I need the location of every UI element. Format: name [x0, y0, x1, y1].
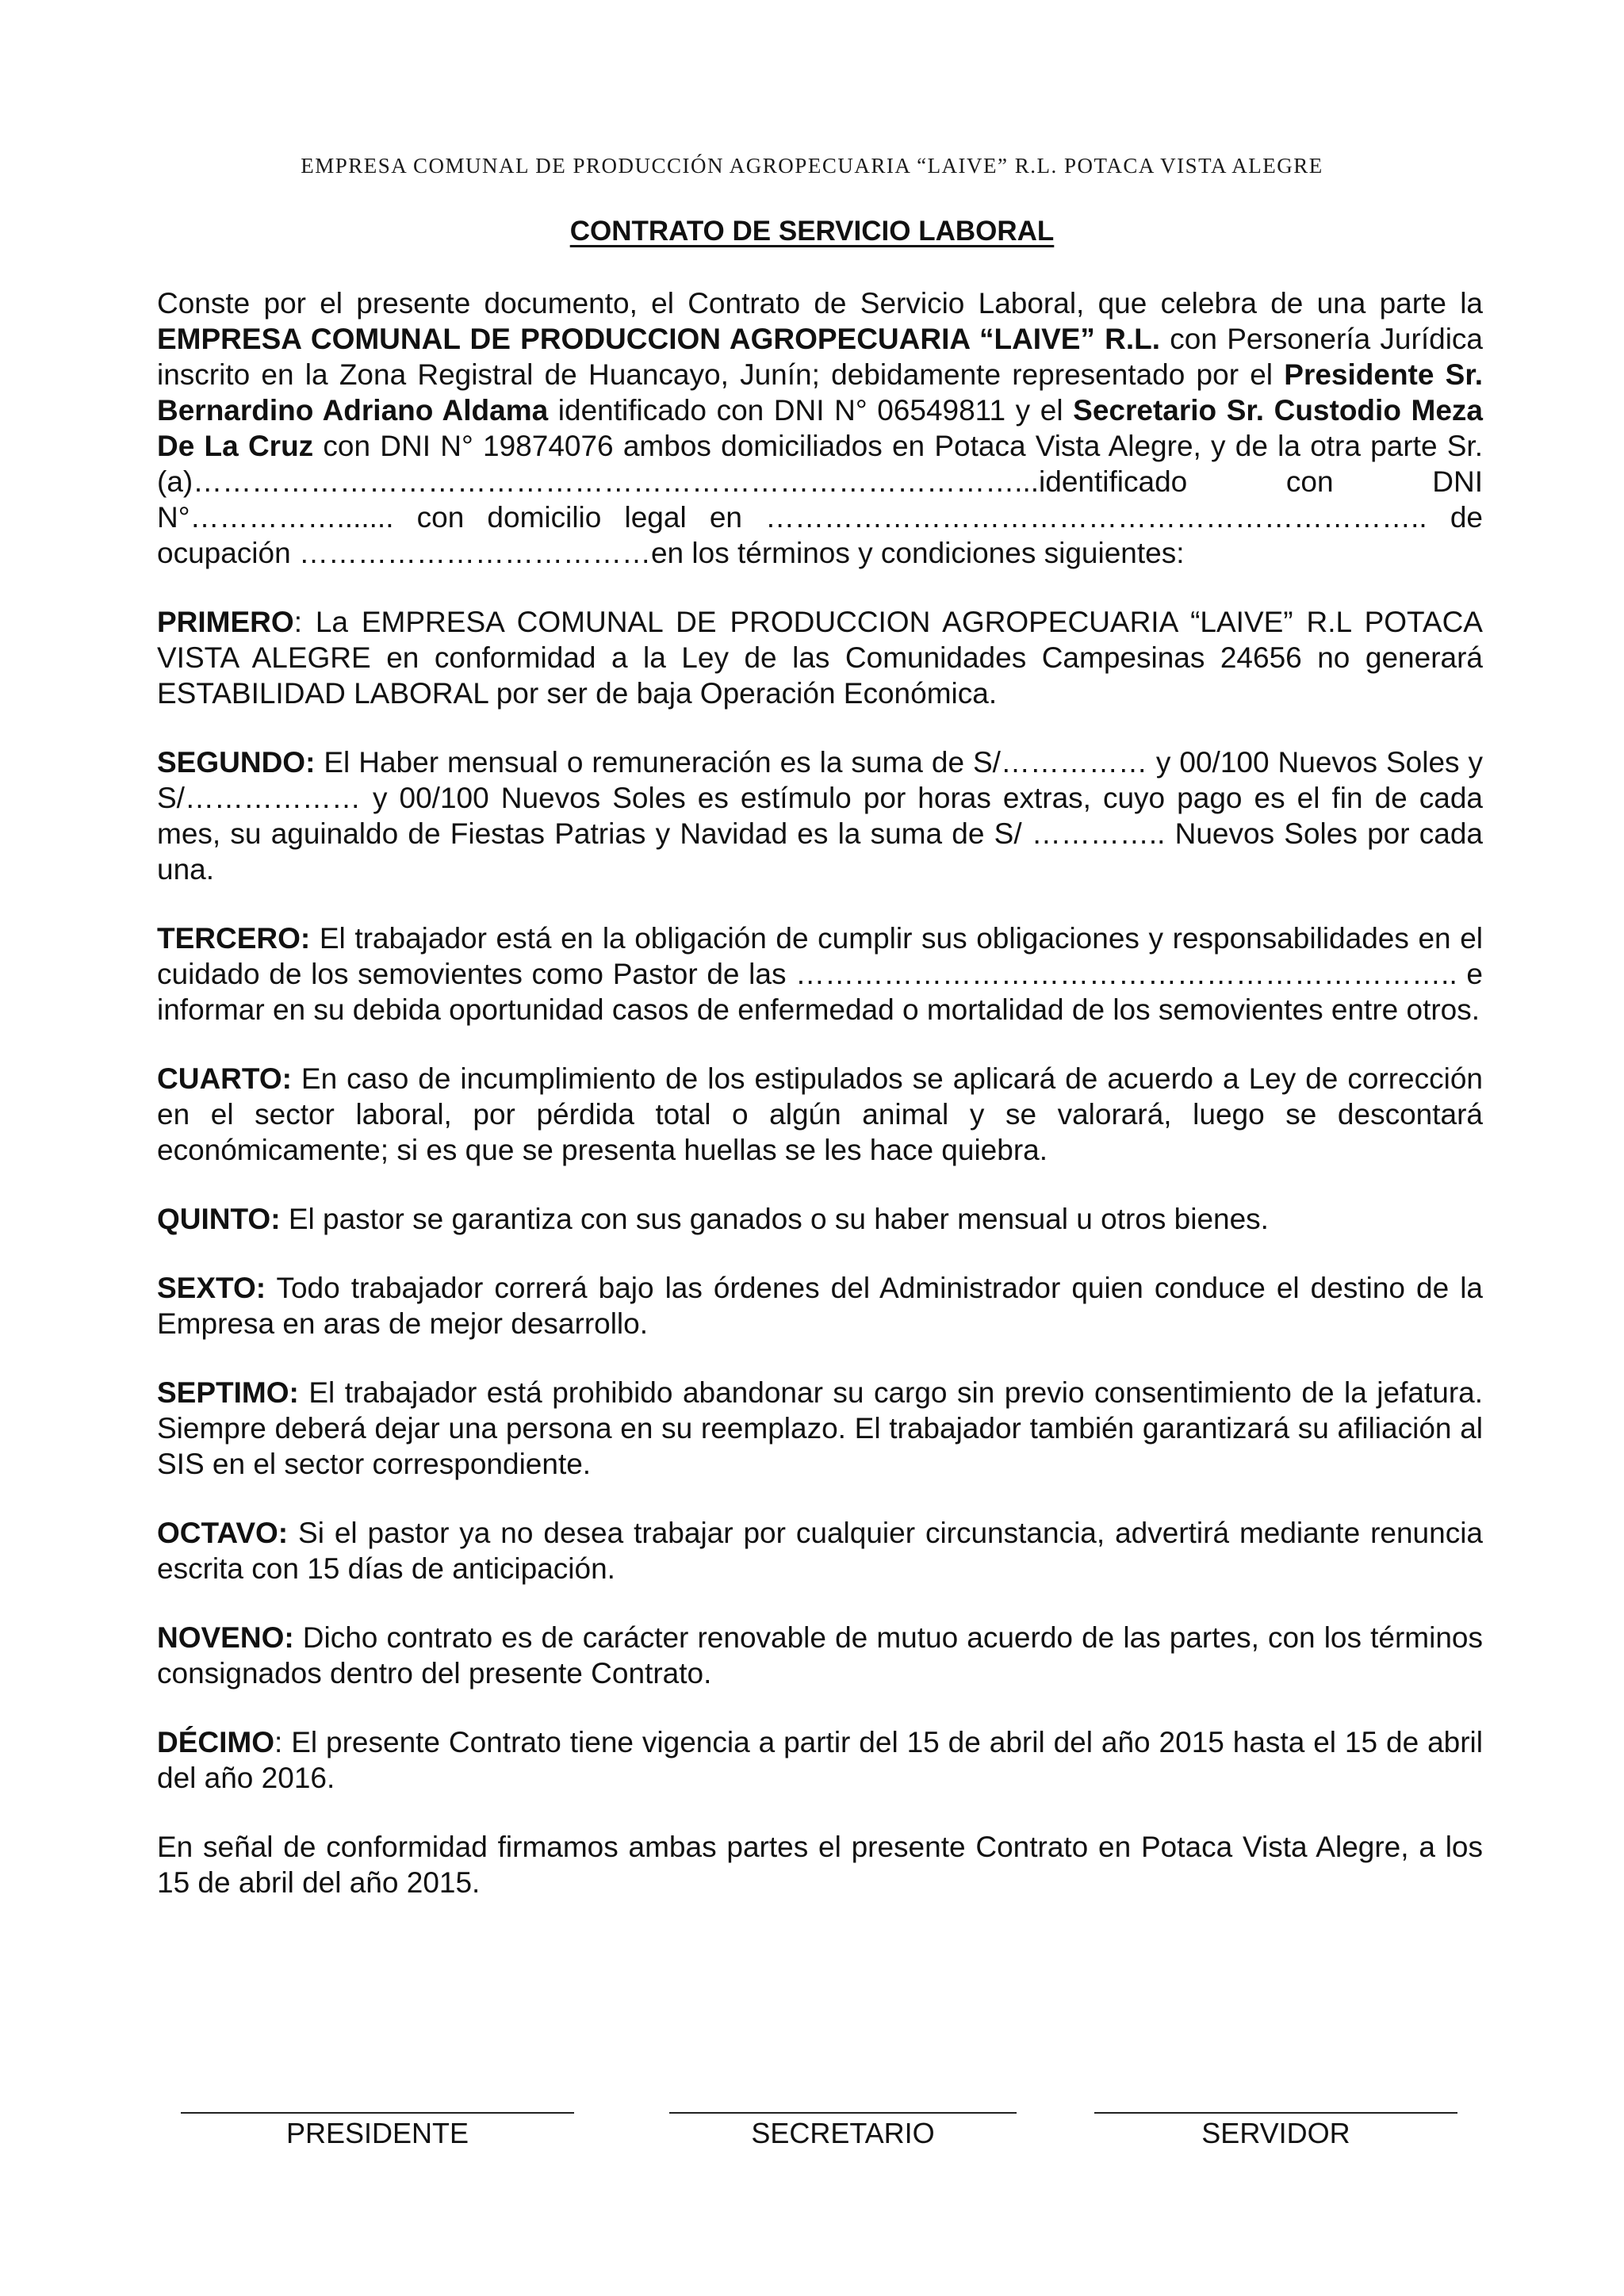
- clause-decimo: [157, 1724, 1483, 1796]
- signature-line-servidor: [1094, 2112, 1457, 2114]
- clause-label: CUARTO:: [157, 1062, 292, 1095]
- clause-text: El Haber mensual o remuneración es la suma de S/…………… y 00/100 Nuevos Soles y S/……………… y 00/100 Nuevos Soles es estímulo por horas extras, cuyo pago es el fin de cada mes, su aguinaldo de Fiestas Patrias y Navidad es la suma de S/ ………….. Nuevos Soles por cada una.: [157, 746, 1483, 886]
- intro-paragraph: [157, 285, 1483, 571]
- intro-text-4: con DNI N° 19874076 ambos domiciliados en Potaca Vista Alegre, y de la otra parte Sr.(a)…………………………………………………………………………...identificado con DNI N°……………....... con domicilio legal en ………………………………………………………….. de ocupación ………………………………en los términos y condiciones siguientes:: [157, 430, 1483, 569]
- clause-text: Dicho contrato es de carácter renovable de mutuo acuerdo de las partes, con los términos consignados dentro del presente Contrato.: [157, 1621, 1483, 1689]
- clause-label: TERCERO:: [157, 922, 311, 955]
- clause-cuarto: [157, 1061, 1483, 1168]
- clause-text: El trabajador está en la obligación de cumplir sus obligaciones y responsabilidades en el cuidado de los semovientes como Pastor de las ………………………………………………………….. e informar en su debida oportunidad casos de enfermedad o mortalidad de los semovientes entre otros.: [157, 922, 1483, 1026]
- clause-noveno: [157, 1620, 1483, 1691]
- signature-label-servidor: SERVIDOR: [1201, 2117, 1350, 2149]
- closing-paragraph: En señal de conformidad firmamos ambas partes el presente Contrato en Potaca Vista Alegre, a los 15 de abril del año 2015.: [157, 1831, 1483, 1899]
- intro-text-3: identificado con DNI N° 06549811 y el: [548, 394, 1074, 427]
- clause-label: SEXTO:: [157, 1272, 266, 1304]
- clause-label: QUINTO:: [157, 1203, 281, 1235]
- clause-label: PRIMERO: [157, 606, 294, 638]
- clause-tercero: [157, 920, 1483, 1027]
- clause-text: En caso de incumplimiento de los estipulados se aplicará de acuerdo a Ley de corrección en el sector laboral, por pérdida total o algún animal y se valorará, luego se descontará económicamente; si es que se presenta huellas se les hace quiebra.: [157, 1062, 1483, 1166]
- clause-primero: [157, 604, 1483, 711]
- clause-label: SEPTIMO:: [157, 1376, 299, 1409]
- clause-segundo: [157, 744, 1483, 887]
- company-header: EMPRESA COMUNAL DE PRODUCCIÓN AGROPECUARIA “LAIVE” R.L. POTACA VISTA ALEGRE: [301, 154, 1323, 178]
- intro-text-1: Conste por el presente documento, el Contrato de Servicio Laboral, que celebra de una parte la: [157, 287, 1483, 320]
- signature-line-secretario: [669, 2112, 1017, 2114]
- clause-label: NOVENO:: [157, 1621, 294, 1654]
- clause-label: DÉCIMO: [157, 1726, 274, 1758]
- clause-text: Todo trabajador correrá bajo las órdenes del Administrador quien conduce el destino de la Empresa en aras de mejor desarrollo.: [157, 1272, 1483, 1340]
- company-name: EMPRESA COMUNAL DE PRODUCCION AGROPECUARIA “LAIVE” R.L.: [157, 323, 1161, 355]
- intro-text-2: con Personería Jurídica inscrito en la Zona Registral de Huancayo, Junín; debidamente representado por el: [157, 323, 1483, 391]
- clause-text: Si el pastor ya no desea trabajar por cualquier circunstancia, advertirá mediante renuncia escrita con 15 días de anticipación.: [157, 1517, 1483, 1585]
- secretary-name: Secretario Sr. Custodio Meza De La Cruz: [157, 394, 1483, 462]
- clause-sexto: [157, 1270, 1483, 1341]
- document-title: CONTRATO DE SERVICIO LABORAL: [569, 216, 1055, 247]
- contract-body: [157, 285, 1483, 1934]
- clause-text: El pastor se garantiza con sus ganados o su haber mensual u otros bienes.: [280, 1203, 1269, 1235]
- president-name: Presidente Sr. Bernardino Adriano Aldama: [157, 358, 1483, 427]
- signature-line-presidente: [181, 2112, 574, 2114]
- clause-text: : La EMPRESA COMUNAL DE PRODUCCION AGROPECUARIA “LAIVE” R.L POTACA VISTA ALEGRE en conformidad a la Ley de las Comunidades Campesinas 24656 no generará ESTABILIDAD LABORAL por ser de baja Operación Económica.: [157, 606, 1483, 710]
- signature-label-secretario: SECRETARIO: [751, 2117, 935, 2149]
- clause-text: : El presente Contrato tiene vigencia a partir del 15 de abril del año 2015 hasta el 15 de abril del año 2016.: [157, 1726, 1483, 1794]
- clause-quinto: [157, 1201, 1483, 1237]
- clause-septimo: [157, 1375, 1483, 1482]
- clause-label: OCTAVO:: [157, 1517, 289, 1549]
- clause-octavo: [157, 1515, 1483, 1586]
- clause-label: SEGUNDO:: [157, 746, 316, 779]
- signature-label-presidente: PRESIDENTE: [285, 2117, 469, 2149]
- clause-text: El trabajador está prohibido abandonar su cargo sin previo consentimiento de la jefatura. Siempre deberá dejar una persona en su reemplazo. El trabajador también garantizará su afiliación al SIS en el sector correspondiente.: [157, 1376, 1483, 1480]
